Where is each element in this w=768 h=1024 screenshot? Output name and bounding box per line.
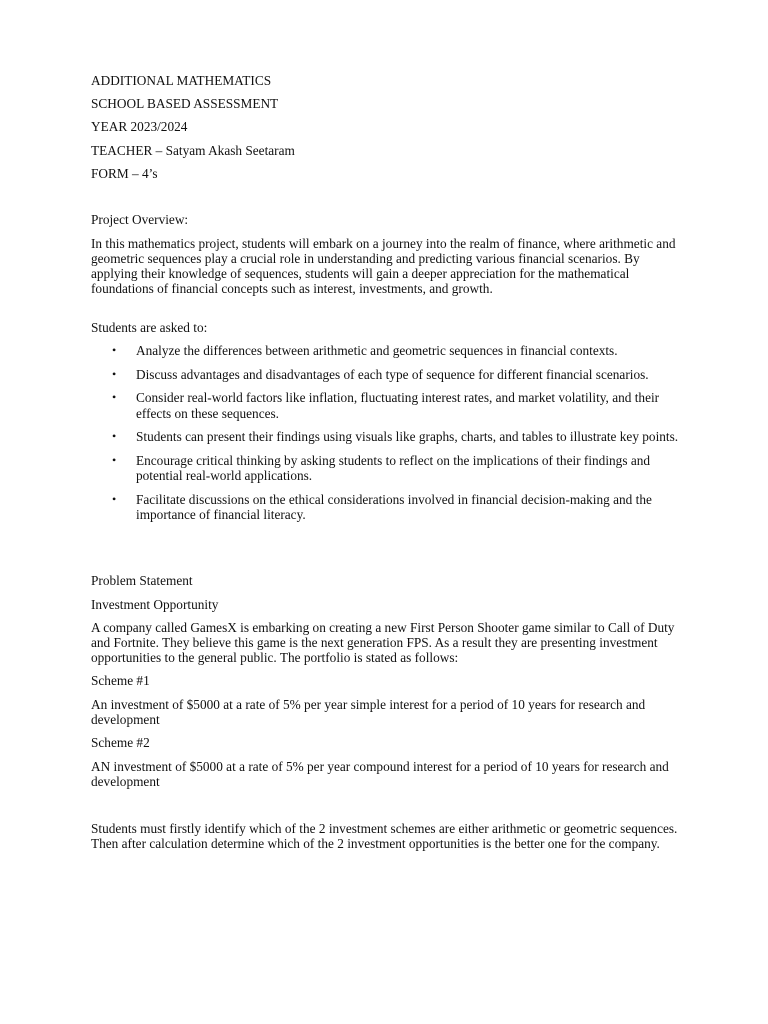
bullet-icon: • [112, 366, 117, 381]
teacher-heading: TEACHER – Satyam Akash Seetaram [91, 143, 295, 158]
assessment-heading: SCHOOL BASED ASSESSMENT [91, 96, 279, 111]
list-item [91, 429, 681, 444]
list-item [91, 343, 681, 358]
list-item-text: Consider real-world factors like inflation, fluctuating interest rates, and market volatility, and their effects on these sequences. [136, 390, 660, 421]
bullet-icon: • [112, 491, 117, 506]
list-item [91, 453, 681, 483]
bullet-icon: • [112, 453, 117, 468]
list-item-text: Encourage critical thinking by asking students to reflect on the implications of their findings and potential real-world applications. [136, 453, 651, 484]
list-item [91, 492, 681, 522]
list-item [91, 390, 681, 420]
overview-paragraph: In this mathematics project, students will embark on a journey into the realm of finance, where arithmetic and geometric sequences play a crucial role in understanding and predicting various financial scenarios. By applying their knowledge of sequences, students will gain a deeper appreciation for the mathematical foundations of financial concepts such as interest, investments, and growth. [91, 236, 676, 296]
tasks-intro: Students are asked to: [91, 320, 208, 335]
bullet-icon: • [112, 343, 117, 357]
overview-heading: Project Overview: [91, 212, 189, 227]
problem-heading: Problem Statement [91, 573, 193, 588]
task-list [91, 343, 681, 531]
list-item [91, 367, 681, 382]
scheme-1-title: Scheme #1 [91, 673, 150, 688]
scheme-2-body: AN investment of $5000 at a rate of 5% per year compound interest for a period of 10 years for research and development [91, 759, 669, 789]
list-item-text: Students can present their findings using visuals like graphs, charts, and tables to illustrate key points. [136, 429, 679, 445]
list-item-text: Facilitate discussions on the ethical considerations involved in financial decision-making and the importance of financial literacy. [136, 491, 652, 523]
list-item-text: Analyze the differences between arithmetic and geometric sequences in financial contexts. [136, 343, 618, 358]
bullet-icon: • [112, 390, 117, 405]
problem-subheading: Investment Opportunity [91, 597, 219, 612]
form-heading: FORM – 4’s [91, 166, 158, 181]
list-item-text: Discuss advantages and disadvantages of each type of sequence for different financial scenarios. [136, 366, 649, 382]
problem-paragraph: A company called GamesX is embarking on creating a new First Person Shooter game similar to Call of Duty and Fortnite. They believe this game is the next generation FPS. As a result they are presenting investment opportunities to the general public. The portfolio is stated as follows: [91, 620, 675, 665]
scheme-2-title: Scheme #2 [91, 735, 150, 750]
scheme-1-body: An investment of $5000 at a rate of 5% per year simple interest for a period of 10 years for research and development [91, 697, 646, 727]
subject-heading: ADDITIONAL MATHEMATICS [91, 73, 272, 88]
conclusion-paragraph: Students must firstly identify which of the 2 investment schemes are either arithmetic or geometric sequences. Then after calculation determine which of the 2 investment opportunities is the better one for the company. [91, 821, 678, 851]
year-heading: YEAR 2023/2024 [91, 119, 188, 134]
bullet-icon: • [112, 429, 117, 444]
